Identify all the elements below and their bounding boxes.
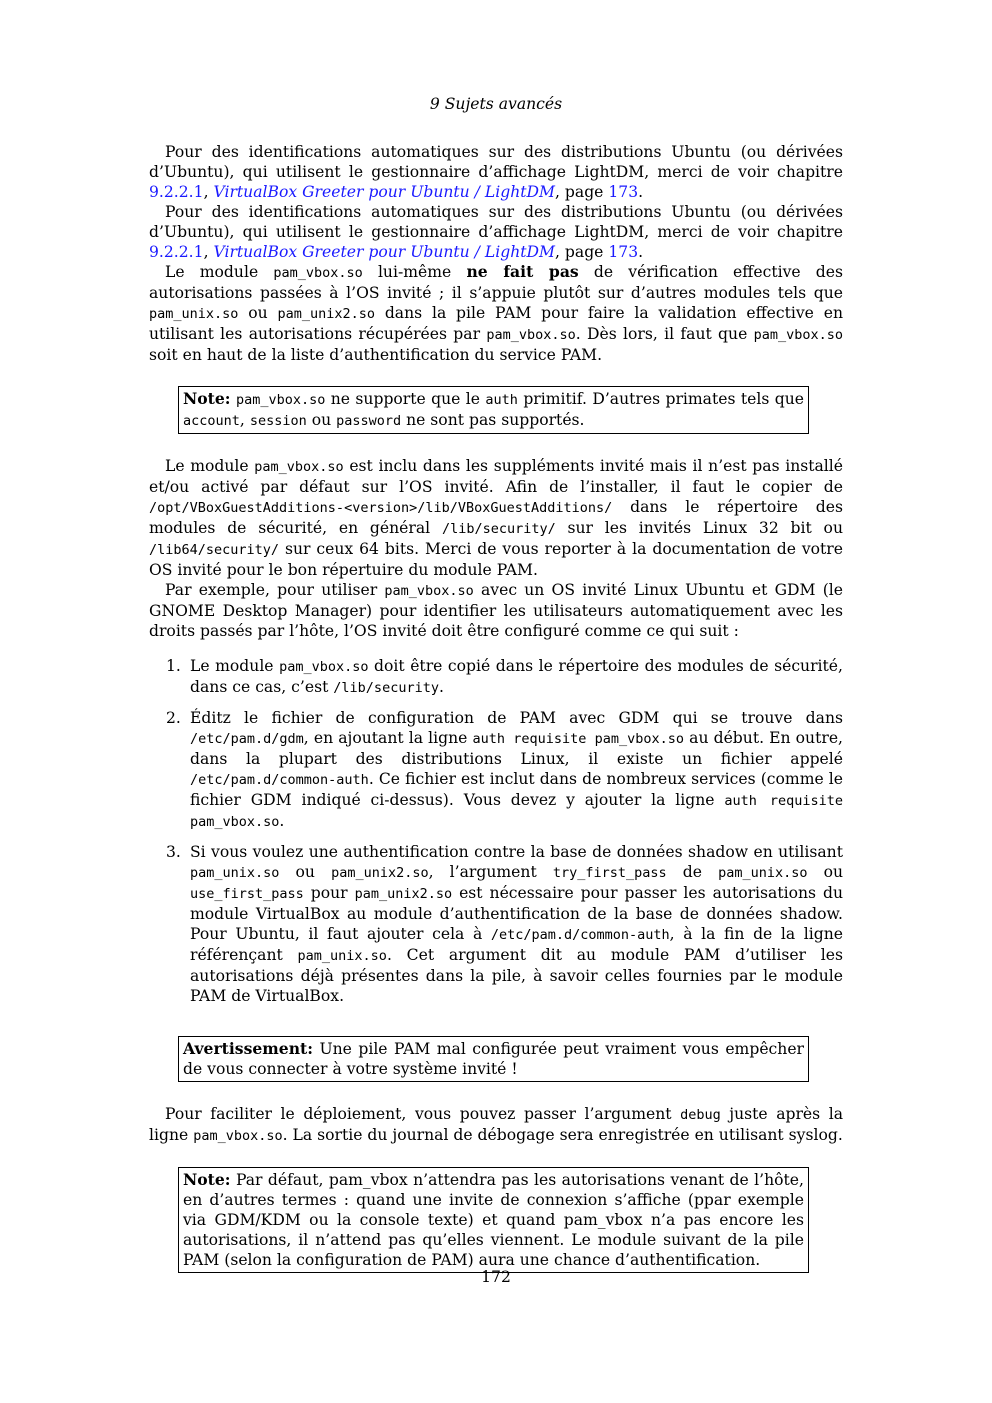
page-link[interactable]: 173 [608,183,639,201]
page-link[interactable]: 173 [608,243,639,261]
bold-text: ne fait pas [466,262,579,281]
paragraph-lightdm-2 [149,202,843,262]
code: use_first_pass [190,886,304,902]
text: , [203,183,214,201]
note-label: Note: [183,389,231,408]
code: auth [485,392,518,408]
text: ou [807,863,844,881]
code: /etc/pam.d/common-auth [190,772,369,788]
text: , l’argument [428,863,553,881]
paragraph-example [149,580,843,641]
code: pam_vbox.so [486,327,576,343]
note-box-2 [178,1167,809,1273]
paragraph-install [149,456,843,580]
code: pam_unix.so [718,865,808,881]
text: . La sortie du journal de débogage sera enregistrée en utilisant syslog. [282,1126,843,1144]
text: soit en haut de la liste d’authentification du service PAM. [149,346,603,364]
section-link[interactable]: 9.2.2.1 [149,183,204,201]
code: pam_unix.so [297,948,387,964]
text: Le module [165,263,274,281]
text: de vérification effective des autorisations passées à l’OS invité ; il s’appuie plutôt sur d’autres modules tels que [149,263,843,302]
note-text [183,389,804,431]
section-title-link[interactable]: VirtualBox Greeter pour Ubuntu / LightDM [213,183,555,201]
code: account [183,413,240,429]
text: ne supporte que le [325,390,486,408]
paragraph-debug [149,1104,843,1146]
code: pam_vbox.so [279,659,369,675]
text: ou [279,863,332,881]
text: Par défaut, pam_vbox n’attendra pas les autorisations venant de l’hôte, en d’autres termes : quand une invite de connexion s’affiche (ppar exemple via GDM/KDM ou la console texte) et quand pam_vbox n’a pas encore les autorisations, il n’attend pas qu’elles viennent. Le module suivant de la pile PAM (selon la configuration de PAM) aura une chance d’authentification. [183,1171,804,1269]
text: . [638,243,644,261]
text: Une pile PAM mal configurée peut vraiment vous empêcher de vous connecter à votre système invité ! [183,1040,804,1078]
code: /lib/security [333,680,439,696]
code-path: /opt/VBoxGuestAdditions-<version>/lib/VBoxGuestAdditions/ [149,500,613,516]
running-header: 9 Sujets avancés [429,95,563,113]
text: sur ceux 64 bits. Merci de vous reporter à la documentation de votre OS invité pour le bon répertuire du module PAM. [149,540,843,579]
list-number: 3. [166,843,181,861]
code: pam_vbox.so [235,392,326,408]
text: ou [238,304,278,322]
text: . Ce fichier est inclut dans de nombreux services (comme le fichier GDM indiqué ci-dessus). Vous devez y ajouter la ligne [190,770,843,809]
code: pam_unix2.so [331,865,429,881]
text: doit être copié dans le répertoire des modules de sécurité, dans ce cas, c’est [190,657,843,696]
page-body [149,142,843,1273]
text: . Cet argument dit au module PAM d’utiliser les autorisations déjà présentes dans la pile, à savoir celles fournies par le module PAM de VirtualBox. [190,946,843,1005]
text: , page [555,243,609,261]
code: password [336,413,402,429]
code: pam_unix2.so [354,886,453,902]
note-label: Note: [183,1170,231,1189]
text: est nécessaire pour passer les autorisations du module VirtualBox au module d’authentification de la base de données shadow. Pour Ubuntu, il faut ajouter cela à [190,884,844,943]
list-item [149,708,843,832]
code: auth requisite pam_vbox.so [190,793,843,830]
text: Par exemple, pour utiliser [165,581,385,599]
text: . [438,678,444,696]
code: session [249,413,307,429]
text: . [638,183,644,201]
list-item [149,842,843,1006]
page-number: 172 [481,1268,511,1286]
text: , en ajoutant la ligne [303,729,473,747]
warning-text [183,1039,804,1079]
steps-list [149,656,843,1006]
text: Pour faciliter le déploiement, vous pouvez passer l’argument [165,1105,681,1123]
text: est inclu dans les suppléments invité mais il n’est pas installé et/ou activé par défaut sur l’OS invité. Afin de l’installer, il faut le copier de [149,457,844,496]
text: , page [555,183,609,201]
list-number: 1. [166,657,181,675]
text: Éditz le fichier de configuration de PAM avec GDM qui se trouve dans [190,709,843,727]
text: Le module [165,457,255,475]
warning-label: Avertissement: [183,1039,313,1058]
text: Pour des identifications automatiques sur des distributions Ubuntu (ou dérivées d’Ubuntu), qui utilisent le gestionnaire d’affichage LightDM, merci de voir chapitre [149,203,843,241]
code: /etc/pam.d/common-auth [490,927,670,943]
code: auth requisite pam_vbox.so [472,731,685,747]
note-text [183,1170,804,1270]
code-path: /lib64/security/ [149,542,280,558]
list-item [149,656,843,698]
code: pam_unix2.so [277,306,376,322]
text: . Dès lors, il faut que [575,325,754,343]
code: debug [680,1107,721,1123]
code: pam_vbox.so [384,583,474,599]
warning-box [178,1036,809,1082]
code: pam_unix.so [190,865,280,881]
code: pam_unix.so [149,306,239,322]
code: pam_vbox.so [753,327,844,343]
text: de [666,863,719,881]
code: pam_vbox.so [273,265,363,281]
code: /etc/pam.d/gdm [190,731,304,747]
code: pam_vbox.so [193,1128,283,1144]
text: Si vous voulez une authentification contre la base de données shadow en utilisant [190,843,843,861]
paragraph-pam-module [149,262,843,365]
text: ou [306,411,337,429]
text: dans le répertoire des modules de sécurité, en général [149,498,843,537]
section-link[interactable]: 9.2.2.1 [149,243,204,261]
code: try_first_pass [552,865,667,881]
text: juste après la ligne [149,1105,843,1144]
text: ne sont pas supportés. [401,411,585,429]
list-number: 2. [166,709,181,727]
text: Le module [190,657,280,675]
code: pam_vbox.so [254,459,344,475]
text: primitif. D’autres primates tels que [517,390,804,408]
section-title-link[interactable]: VirtualBox Greeter pour Ubuntu / LightDM [213,243,555,261]
text: avec un OS invité Linux Ubuntu et GDM (le GNOME Desktop Manager) pour identifier les utilisateurs automatiquement avec les droits passés par l’hôte, l’OS invité doit être configuré comme ce qui suit : [149,581,843,640]
text: pour [303,884,355,902]
text: , [239,411,250,429]
text: . [279,812,285,830]
text: , à la fin de la ligne référençant [190,925,843,964]
text: au début. En outre, dans la plupart des distributions Linux, il existe un fichier appelé [190,729,844,768]
code-path: /lib/security/ [441,521,556,537]
note-box [178,386,809,434]
text: , [203,243,214,261]
paragraph-lightdm-1 [149,142,843,202]
text: Pour des identifications automatiques sur des distributions Ubuntu (ou dérivées d’Ubuntu), qui utilisent le gestionnaire d’affichage LightDM, merci de voir chapitre [149,143,843,181]
text: lui-même [362,263,467,281]
text: sur les invités Linux 32 bit ou [555,519,843,537]
text: dans la pile PAM pour faire la validation effective en utilisant les autorisations récupérées par [149,304,843,343]
